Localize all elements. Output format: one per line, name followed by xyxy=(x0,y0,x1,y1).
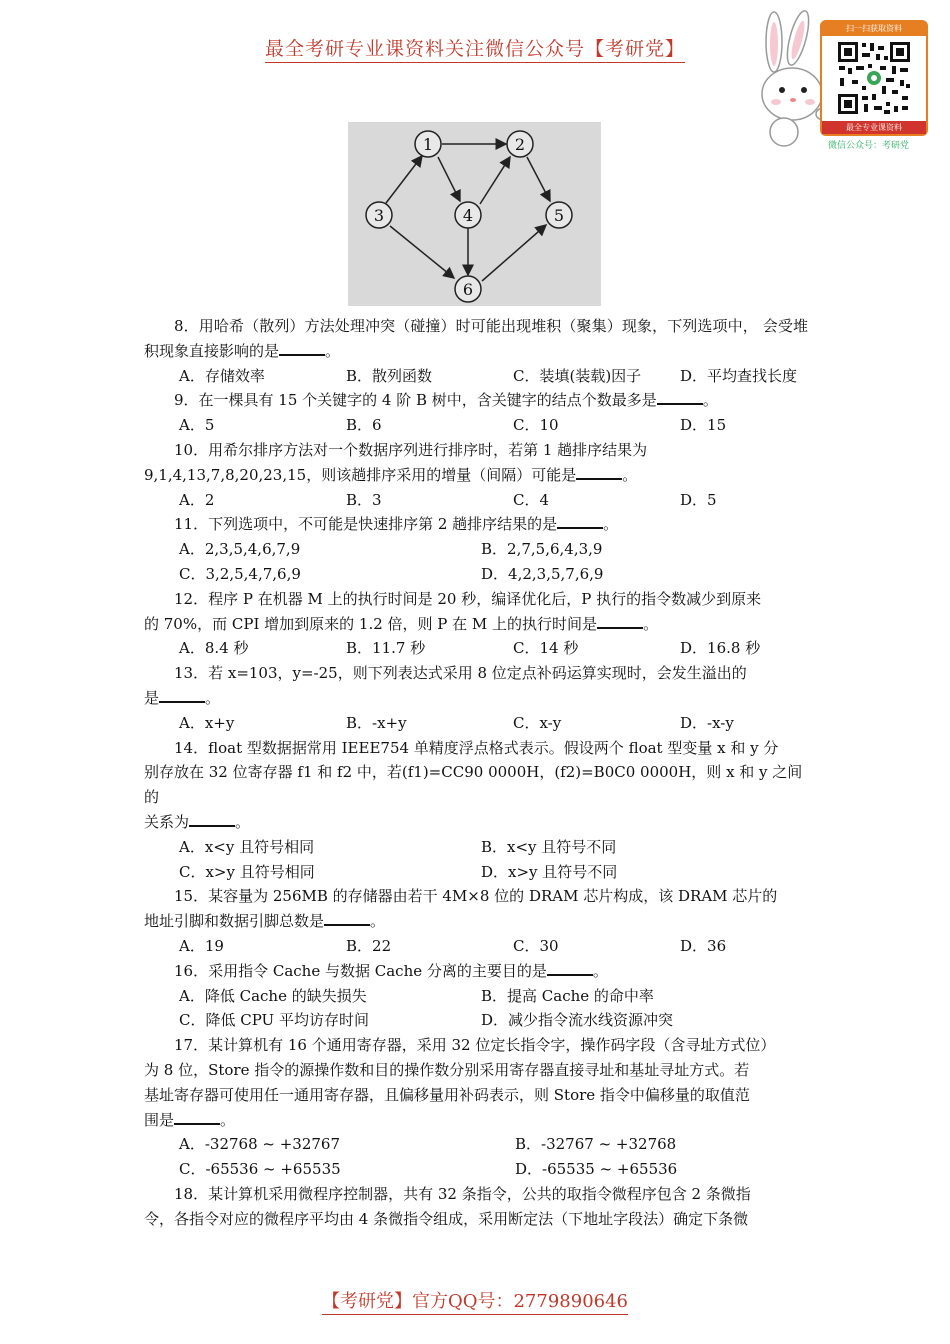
option-d: D．5 xyxy=(680,490,717,509)
option-b: B．-32767 ~ +32768 xyxy=(515,1135,677,1154)
question-10: 10．用希尔排序方法对一个数据序列进行排序时，若第 1 趟排序结果为 xyxy=(174,440,648,459)
question-15-cont: 地址引脚和数据引脚总数是 。 xyxy=(144,912,386,931)
option-d: D．-65535 ~ +65536 xyxy=(515,1160,678,1179)
option-c: C．x>y 且符号相同 xyxy=(179,862,315,881)
question-16-options-row1 xyxy=(144,984,808,1009)
option-c: C．14 秒 xyxy=(513,639,579,658)
option-a: A．2 xyxy=(179,490,215,509)
option-b: B．提高 Cache 的命中率 xyxy=(481,986,654,1005)
option-d: D．x>y 且符号不同 xyxy=(481,862,618,881)
answer-blank xyxy=(597,613,643,629)
option-a: A．-32768 ~ +32767 xyxy=(179,1135,341,1154)
header-banner-text: 最全考研专业课资料关注微信公众号【考研党】 xyxy=(265,38,685,63)
question-13-options xyxy=(144,711,808,736)
option-c: C．30 xyxy=(513,936,559,955)
question-11-options-row2 xyxy=(144,562,808,587)
option-a: A．2,3,5,4,6,7,9 xyxy=(179,540,301,559)
question-13: 13．若 x=103，y=-25，则下列表达式采用 8 位定点补码运算实现时，会发生溢出的 xyxy=(174,664,747,683)
footer xyxy=(0,1287,950,1313)
option-c: C．降低 CPU 平均访存时间 xyxy=(179,1011,369,1030)
svg-text:3: 3 xyxy=(373,206,385,225)
option-b: B．22 xyxy=(346,936,392,955)
question-14: 14．float 型数据据常用 IEEE754 单精度浮点格式表示。假设两个 float 型变量 x 和 y 分 xyxy=(174,738,779,757)
question-18-cont: 令，各指令对应的微程序平均由 4 条微指令组成，采用断定法（下地址字段法）确定下条微 xyxy=(144,1209,749,1228)
question-10-cont: 9,1,4,13,7,8,20,23,15，则该趟排序采用的增量（间隔）可能是 。 xyxy=(144,465,638,484)
question-14-options-row2 xyxy=(144,860,808,885)
qr-badge xyxy=(748,6,948,156)
qr-caption: 微信公众号：考研党 xyxy=(828,141,910,151)
qr-frame xyxy=(820,20,928,136)
question-11-options-row1 xyxy=(144,537,808,562)
graph-node-6 xyxy=(455,276,481,302)
question-8: 8．用哈希（散列）方法处理冲突（碰撞）时可能出现堆积（聚集）现象，下列选项中， 会受堆积现象直接影响的是 。 xyxy=(144,317,808,360)
answer-blank xyxy=(657,389,703,405)
question-17-options-row1 xyxy=(144,1132,808,1157)
option-a: A．存储效率 xyxy=(179,366,265,385)
question-17-cont2: 基址寄存器可使用任一通用寄存器，且偏移量用补码表示，则 Store 指令中偏移量的取值范 xyxy=(144,1085,750,1104)
question-12-options xyxy=(144,636,808,661)
option-d: D．15 xyxy=(680,416,727,435)
qr-top-label: 扫一扫获取资料 xyxy=(822,22,926,36)
answer-blank xyxy=(174,1109,220,1125)
option-d: D．16.8 秒 xyxy=(680,639,761,658)
question-12: 12．程序 P 在机器 M 上的执行时间是 20 秒，编译优化后，P 执行的指令数减少到原来 xyxy=(174,589,762,608)
svg-text:4: 4 xyxy=(462,206,474,225)
answer-blank xyxy=(557,513,603,529)
svg-text:1: 1 xyxy=(422,135,434,154)
question-15: 15．某容量为 256MB 的存储器由若干 4M×8 位的 DRAM 芯片构成，该 DRAM 芯片的 xyxy=(174,887,778,906)
question-17-options-row2 xyxy=(144,1157,808,1182)
question-8-options xyxy=(144,364,808,389)
qr-code-icon xyxy=(836,40,912,116)
option-c: C．3,2,5,4,7,6,9 xyxy=(179,564,301,583)
question-13-cont: 是 。 xyxy=(144,688,221,707)
option-c: C．x-y xyxy=(513,713,562,732)
question-16: 16．采用指令 Cache 与数据 Cache 分离的主要目的是 。 xyxy=(174,961,608,980)
svg-text:6: 6 xyxy=(462,280,474,299)
option-a: A．x<y 且符号相同 xyxy=(179,837,315,856)
option-d: D．36 xyxy=(680,936,727,955)
graph-node-4 xyxy=(455,202,481,228)
question-12-cont: 的 70%，而 CPI 增加到原来的 1.2 倍，则 P 在 M 上的执行时间是 。 xyxy=(144,614,659,633)
option-b: B．6 xyxy=(346,416,382,435)
graph-node-3 xyxy=(366,202,392,228)
question-15-options xyxy=(144,934,808,959)
option-a: A．降低 Cache 的缺失损失 xyxy=(179,986,367,1005)
svg-text:5: 5 xyxy=(553,206,565,225)
graph-node-5 xyxy=(546,202,572,228)
option-c: C．10 xyxy=(513,416,559,435)
option-b: B．11.7 秒 xyxy=(346,639,426,658)
graph-node-2 xyxy=(507,131,533,157)
answer-blank xyxy=(547,960,593,976)
footer-text: 【考研党】官方QQ号：2779890646 xyxy=(322,1291,628,1315)
option-c: C．-65536 ~ +65535 xyxy=(179,1160,341,1179)
answer-blank xyxy=(576,464,622,480)
question-17-cont3: 围是 。 xyxy=(144,1110,236,1129)
option-a: A．5 xyxy=(179,416,215,435)
answer-blank xyxy=(189,811,235,827)
option-d: D．平均查找长度 xyxy=(680,366,798,385)
option-a: A．x+y xyxy=(179,713,235,732)
option-b: B．x<y 且符号不同 xyxy=(481,837,617,856)
graph-node-1 xyxy=(415,131,441,157)
question-18: 18．某计算机采用微程序控制器，共有 32 条指令，公共的取指令微程序包含 2 条微指 xyxy=(174,1184,751,1203)
option-c: C．4 xyxy=(513,490,550,509)
option-d: D．减少指令流水线资源冲突 xyxy=(481,1011,674,1030)
option-a: A．8.4 秒 xyxy=(179,639,249,658)
option-d: D．4,2,3,5,7,6,9 xyxy=(481,564,604,583)
question-14-cont: 别存放在 32 位寄存器 f1 和 f2 中，若(f1)=CC90 0000H，(f2)=B0C0 0000H，则 x 和 y 之间的 xyxy=(144,763,803,807)
qr-bottom-label: 最全专业课资料 xyxy=(822,121,926,134)
question-11: 11．下列选项中，不可能是快速排序第 2 趟排序结果的是 。 xyxy=(174,515,619,534)
answer-blank xyxy=(324,910,370,926)
rabbit-mascot-icon xyxy=(748,6,828,156)
option-b: B．2,7,5,6,4,3,9 xyxy=(481,540,603,559)
answer-blank xyxy=(279,340,325,356)
option-b: B．3 xyxy=(346,490,382,509)
question-14-options-row1 xyxy=(144,835,808,860)
svg-text:2: 2 xyxy=(514,135,526,154)
question-content xyxy=(144,314,808,1231)
option-a: A．19 xyxy=(179,936,224,955)
answer-blank xyxy=(159,687,205,703)
directed-graph-figure xyxy=(348,122,601,306)
question-9-options xyxy=(144,413,808,438)
question-16-options-row2 xyxy=(144,1008,808,1033)
option-b: B．-x+y xyxy=(346,713,407,732)
option-d: D．-x-y xyxy=(680,713,734,732)
option-b: B．散列函数 xyxy=(346,366,433,385)
question-17-cont: 为 8 位，Store 指令的源操作数和目的操作数分别采用寄存器直接寻址和基址寻址方式。若 xyxy=(144,1060,750,1079)
option-c: C．装填(装载)因子 xyxy=(513,366,642,385)
question-17: 17．某计算机有 16 个通用寄存器，采用 32 位定长指令字，操作码字段（含寻址方式位） xyxy=(174,1036,776,1055)
question-10-options xyxy=(144,488,808,513)
question-9: 9．在一棵具有 15 个关键字的 4 阶 B 树中，含关键字的结点个数最多是 。 xyxy=(174,391,718,410)
question-14-cont2: 关系为 。 xyxy=(144,812,251,831)
